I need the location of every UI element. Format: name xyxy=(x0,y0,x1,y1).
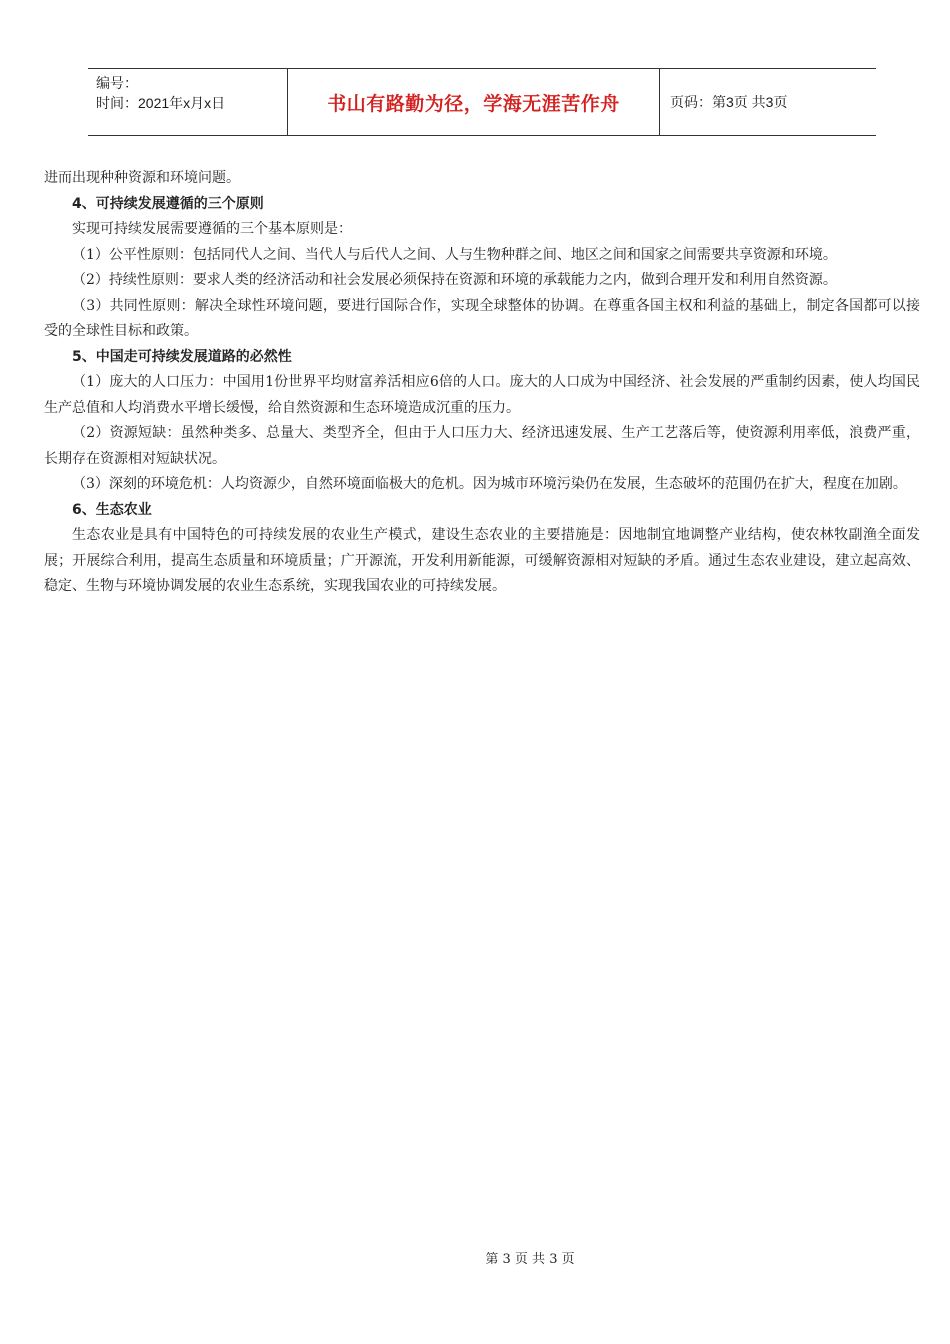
page-footer xyxy=(0,1248,950,1267)
page-code: 页码：第3页 共3页 xyxy=(670,94,788,110)
date-line: 时间：2021年x月x日 xyxy=(96,95,226,111)
header-table xyxy=(88,68,876,136)
document-body xyxy=(44,166,920,600)
header-motto-cell xyxy=(287,69,660,135)
motto-text: 书山有路勤为径，学海无涯苦作舟 xyxy=(327,92,620,115)
paragraph: （3）深刻的环境危机：人均资源少，自然环境面临极大的危机。因为城市环境污染仍在发展，生态破坏的范围仍在扩大，程度在加剧。 xyxy=(72,476,907,492)
paragraph: 实现可持续发展需要遵循的三个基本原则是： xyxy=(72,221,352,237)
footer-page-number: 第 3 页 共 3 页 xyxy=(485,1252,575,1267)
header-meta-cell xyxy=(88,69,287,135)
paragraph: （2）资源短缺：虽然种类多、总量大、类型齐全，但由于人口压力大、经济迅速发展、生产工艺落后等，使资源利用率低，浪费严重，长期存在资源相对短缺状况。 xyxy=(44,425,920,467)
paragraph: （1）庞大的人口压力：中国用1份世界平均财富养活相应6倍的人口。庞大的人口成为中国经济、社会发展的严重制约因素，使人均国民生产总值和人均消费水平增长缓慢，给自然资源和生态环境造成沉重的压力。 xyxy=(44,374,920,416)
section-heading-5: 5、中国走可持续发展道路的必然性 xyxy=(72,348,292,365)
paragraph: （1）公平性原则：包括同代人之间、当代人与后代人之间、人与生物种群之间、地区之间和国家之间需要共享资源和环境。 xyxy=(72,246,837,263)
number-label: 编号： xyxy=(96,75,138,91)
paragraph-continuation: 进而出现种种资源和环境问题。 xyxy=(44,170,240,186)
section-heading-4: 4、可持续发展遵循的三个原则 xyxy=(72,195,264,212)
section-heading-6: 6、生态农业 xyxy=(72,501,152,518)
paragraph: （3）共同性原则：解决全球性环境问题，要进行国际合作，实现全球整体的协调。在尊重各国主权和利益的基础上，制定各国都可以接受的全球性目标和政策。 xyxy=(44,297,920,339)
paragraph: 生态农业是具有中国特色的可持续发展的农业生产模式，建设生态农业的主要措施是：因地制宜地调整产业结构，使农林牧副渔全面发展；开展综合利用，提高生态质量和环境质量；广开源流，开发利用新能源，可缓解资源相对短缺的矛盾。通过生态农业建设，建立起高效、稳定、生物与环境协调发展的农业生态系统，实现我国农业的可持续发展。 xyxy=(44,527,920,594)
header-page-cell xyxy=(660,69,876,135)
paragraph: （2）持续性原则：要求人类的经济活动和社会发展必须保持在资源和环境的承载能力之内，做到合理开发和利用自然资源。 xyxy=(72,272,837,288)
